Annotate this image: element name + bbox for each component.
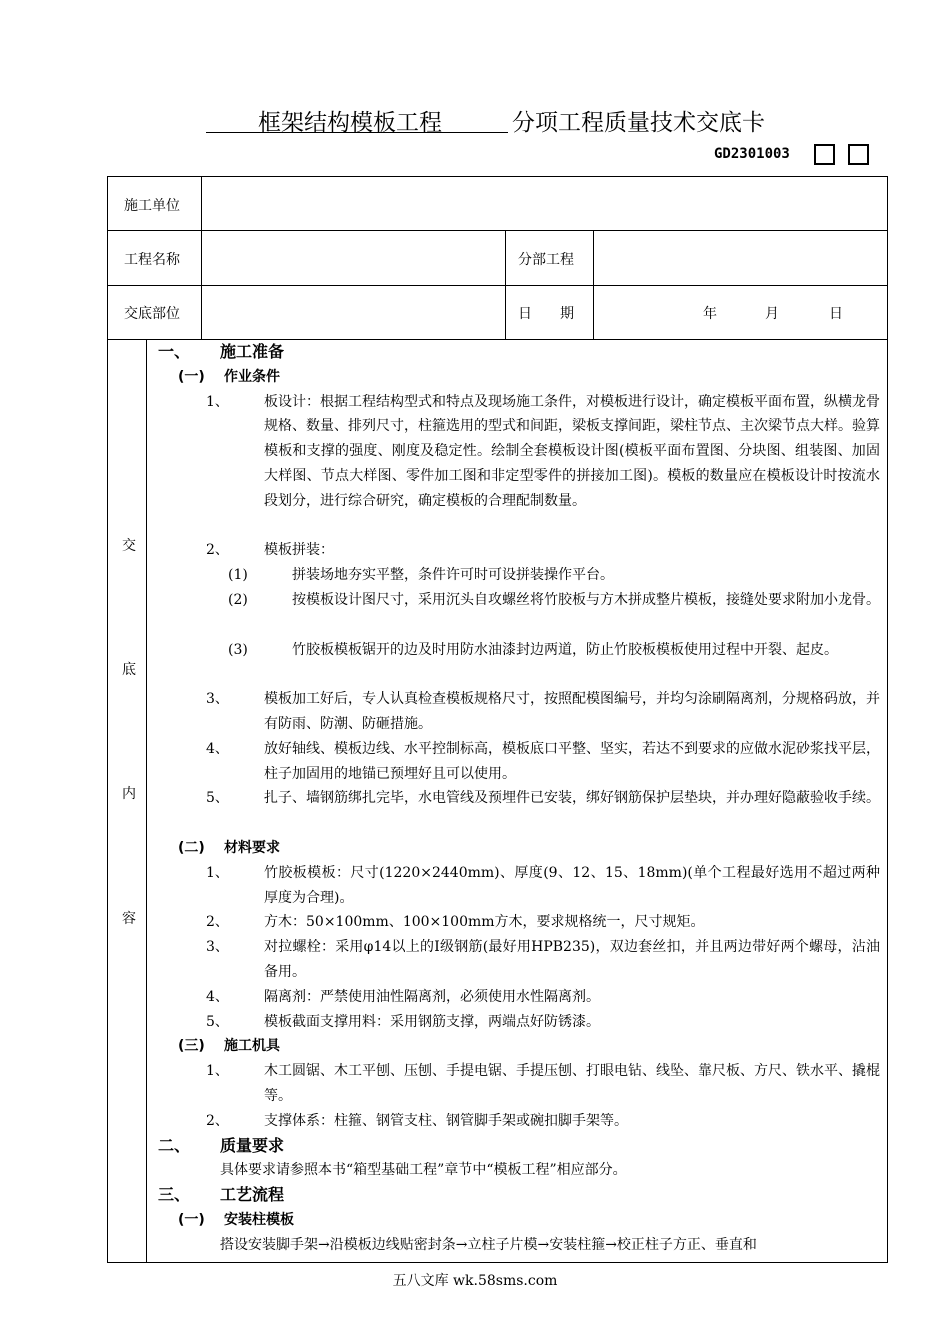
checkbox-2[interactable]	[848, 144, 869, 165]
year-label: 年	[703, 306, 717, 322]
row-divider	[107, 230, 888, 231]
subsection-heading: (二) 材料要求	[178, 839, 280, 856]
list-item: 5、 模板截面支撑用料：采用钢筋支撑，两端点好防锈漆。	[206, 1013, 600, 1030]
paragraph: 具体要求请参照本书“箱型基础工程”章节中“模板工程”相应部分。	[220, 1162, 627, 1179]
subsection-heading: (一) 作业条件	[178, 368, 280, 385]
footer-watermark: 五八文库 wk.58sms.com	[392, 1273, 558, 1289]
list-item: 2、 支撑体系：柱箍、钢管支柱、钢管脚手架或碗扣脚手架等。	[206, 1112, 628, 1129]
list-item: 4、 放好轴线、模板边线、水平控制标高，模板底口平整、坚实，若达不到要求的应做水泥砂浆找平层，柱子加固用的地锚已预埋好且可以使用。	[206, 740, 880, 782]
document-code: GD2301003	[714, 146, 790, 162]
list-item: 5、 扎子、墙钢筋绑扎完毕，水电管线及预埋件已安装，绑好钢筋保护层垫块，并办理好隐蔽验收手续。	[206, 790, 880, 807]
list-item: 1、 板设计：根据工程结构型式和特点及现场施工条件，对模板进行设计，确定模板平面布置，纵横龙骨规格、数量、排列尺寸，柱箍选用的型式和间距，梁板支撑间距，梁柱节点、主次梁节点大样。验算模板和支撑的强度、刚度及稳定性。绘制全套模板设计图(模板平面布置图、分块图、组装图、加固大样图、节点大样图、零件加工图和非定型零件的拼接加工图)。模板的数量应在模板设计时按流水段划分，进行综合研究，确定模板的合理配制数量。	[206, 393, 880, 509]
sub-item: (3) 竹胶板模板锯开的边及时用防水油漆封边两道，防止竹胶板模板使用过程中开裂、起皮。	[228, 641, 838, 658]
list-item: 3、 对拉螺栓：采用φ14以上的Ⅰ级钢筋(最好用HPB235)，双边套丝扣，并且两边带好两个螺母，沾油备用。	[206, 939, 880, 980]
section-heading: 三、 工艺流程	[158, 1185, 285, 1205]
side-label-char: 交	[122, 538, 136, 554]
side-label-char: 容	[122, 911, 136, 927]
section-heading: 一、 施工准备	[158, 342, 285, 361]
col-divider	[146, 339, 147, 1263]
list-item: 1、 木工圆锯、木工平刨、压刨、手提电锯、手提压刨、打眼电钻、线坠、靠尺板、方尺、铁水平、撬棍等。	[206, 1063, 880, 1104]
section-heading: 二、 质量要求	[158, 1135, 285, 1155]
sub-item: (1) 拼装场地夯实平整，条件许可时可设拼装操作平台。	[228, 567, 614, 584]
part-label: 交底部位	[124, 306, 180, 322]
disclosure-content	[150, 340, 884, 1262]
side-label-char: 底	[122, 662, 136, 678]
division-label: 分部工程	[518, 252, 574, 268]
sub-item: (2) 按模板设计图尺寸，采用沉头自攻螺丝将竹胶板与方木拼成整片模板，接缝处要求附加小龙骨。	[228, 591, 880, 608]
title-project: 框架结构模板工程	[258, 110, 442, 136]
title-suffix: 分项工程质量技术交底卡	[512, 110, 765, 136]
month-label: 月	[765, 306, 779, 322]
row-divider	[107, 285, 888, 286]
project-name-label: 工程名称	[124, 252, 180, 268]
unit-label: 施工单位	[124, 198, 180, 214]
date-label: 日 期	[518, 306, 574, 322]
list-item: 4、 隔离剂：严禁使用油性隔离剂，必须使用水性隔离剂。	[206, 988, 600, 1005]
list-item: 2、 方木：50×100mm、100×100mm方木，要求规格统一，尺寸规矩。	[206, 914, 705, 931]
day-label: 日	[829, 306, 843, 322]
subsection-heading: (三) 施工机具	[178, 1038, 280, 1055]
col-divider	[201, 176, 202, 339]
col-divider	[593, 230, 594, 339]
list-item: 1、 竹胶板模板：尺寸(1220×2440mm)、厚度(9、12、15、18mm)(单个工程最好选用不超过两种厚度为合理)。	[206, 864, 880, 906]
col-divider	[505, 230, 506, 339]
paragraph: 搭设安装脚手架→沿模板边线贴密封条→立柱子片模→安装柱箍→校正柱子方正、垂直和	[220, 1236, 757, 1253]
subsection-heading: (一) 安装柱模板	[178, 1211, 294, 1228]
list-item: 3、 模板加工好后，专人认真检查模板规格尺寸，按照配模图编号，并均匀涂刷隔离剂，分规格码放，并有防雨、防潮、防砸措施。	[206, 691, 880, 732]
checkbox-1[interactable]	[814, 144, 835, 165]
document-title	[0, 104, 950, 138]
list-item: 2、 模板拼装：	[206, 542, 334, 559]
side-label-char: 内	[122, 786, 136, 802]
